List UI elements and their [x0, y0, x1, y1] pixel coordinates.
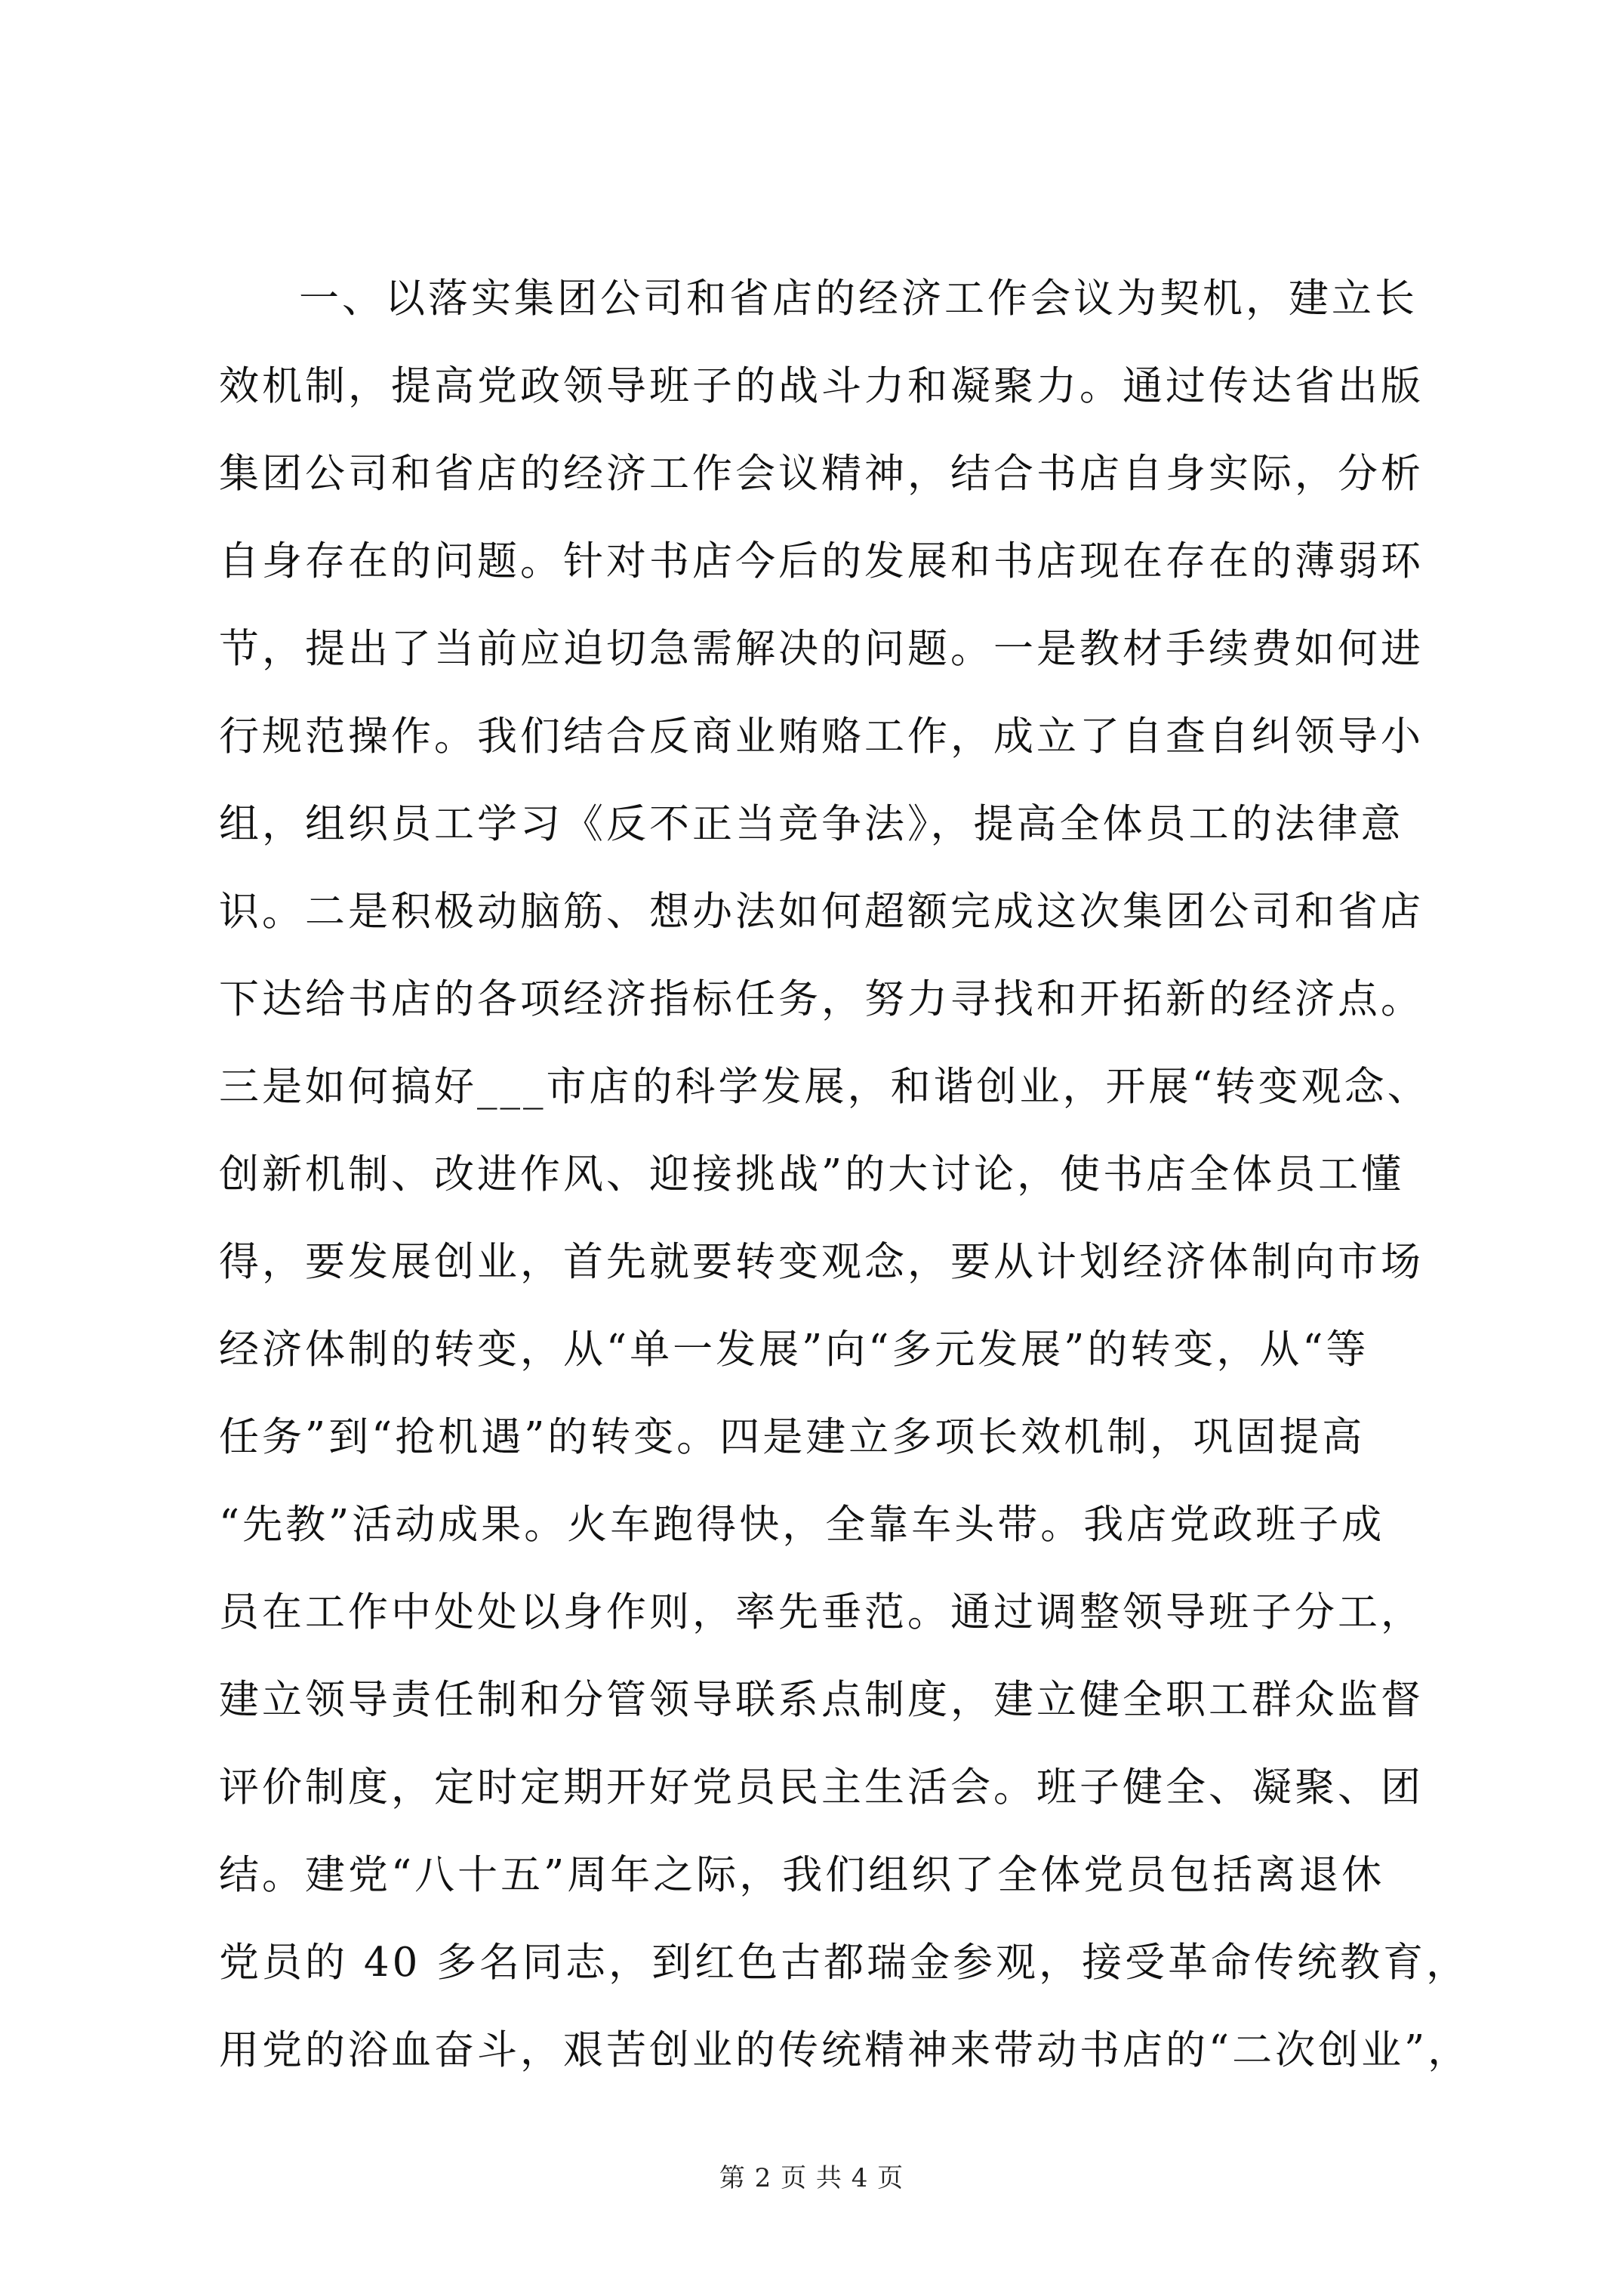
text-line: 一、以落实集团公司和省店的经济工作会议为契机，建立长 — [299, 276, 1418, 322]
body-paragraph — [219, 255, 1471, 2094]
text-line: 集团公司和省店的经济工作会议精神，结合书店自身实际，分析 — [219, 451, 1424, 497]
text-line: 行规范操作。我们结合反商业贿赂工作，成立了自查自纠领导小 — [219, 713, 1424, 760]
text-line: 用党的浴血奋斗，艰苦创业的传统精神来带动书店的“二次创业”， — [219, 2027, 1471, 2073]
text-line: 任务”到“抢机遇”的转变。四是建立多项长效机制，巩固提高 — [219, 1414, 1366, 1460]
page-number-footer: 第 2 页 共 4 页 — [719, 2163, 904, 2193]
text-line: 得，要发展创业，首先就要转变观念，要从计划经济体制向市场 — [219, 1239, 1424, 1285]
text-line: 结。建党“八十五”周年之际，我们组织了全体党员包括离退休 — [219, 1852, 1385, 1898]
text-line: 识。二是积极动脑筋、想办法如何超额完成这次集团公司和省店 — [219, 889, 1424, 935]
text-line: 三是如何搞好___市店的科学发展，和谐创业，开展“转变观念、 — [219, 1064, 1431, 1110]
text-line: 评价制度，定时定期开好党员民主生活会。班子健全、凝聚、团 — [219, 1764, 1424, 1811]
text-line: 党员的 40 多名同志，到红色古都瑞金参观，接受革命传统教育， — [219, 1940, 1470, 1986]
text-line: 下达给书店的各项经济指标任务，努力寻找和开拓新的经济点。 — [219, 976, 1424, 1022]
text-line: 员在工作中处处以身作则，率先垂范。通过调整领导班子分工， — [219, 1589, 1424, 1635]
text-line: 创新机制、改进作风、迎接挑战”的大讨论，使书店全体员工懂 — [219, 1151, 1405, 1197]
text-line: 节，提出了当前应迫切急需解决的问题。一是教材手续费如何进 — [219, 626, 1424, 672]
text-line: 建立领导责任制和分管领导联系点制度，建立健全职工群众监督 — [219, 1677, 1424, 1723]
text-line: 自身存在的问题。针对书店今后的发展和书店现在存在的薄弱环 — [219, 538, 1424, 584]
text-line: 效机制，提高党政领导班子的战斗力和凝聚力。通过传达省出版 — [219, 363, 1424, 409]
text-line: 经济体制的转变，从“单一发展”向“多元发展”的转变，从“等 — [219, 1327, 1369, 1373]
text-line: “先教”活动成果。火车跑得快，全靠车头带。我店党政班子成 — [219, 1502, 1385, 1548]
text-line: 组，组织员工学习《反不正当竞争法》，提高全体员工的法律意 — [219, 801, 1404, 847]
